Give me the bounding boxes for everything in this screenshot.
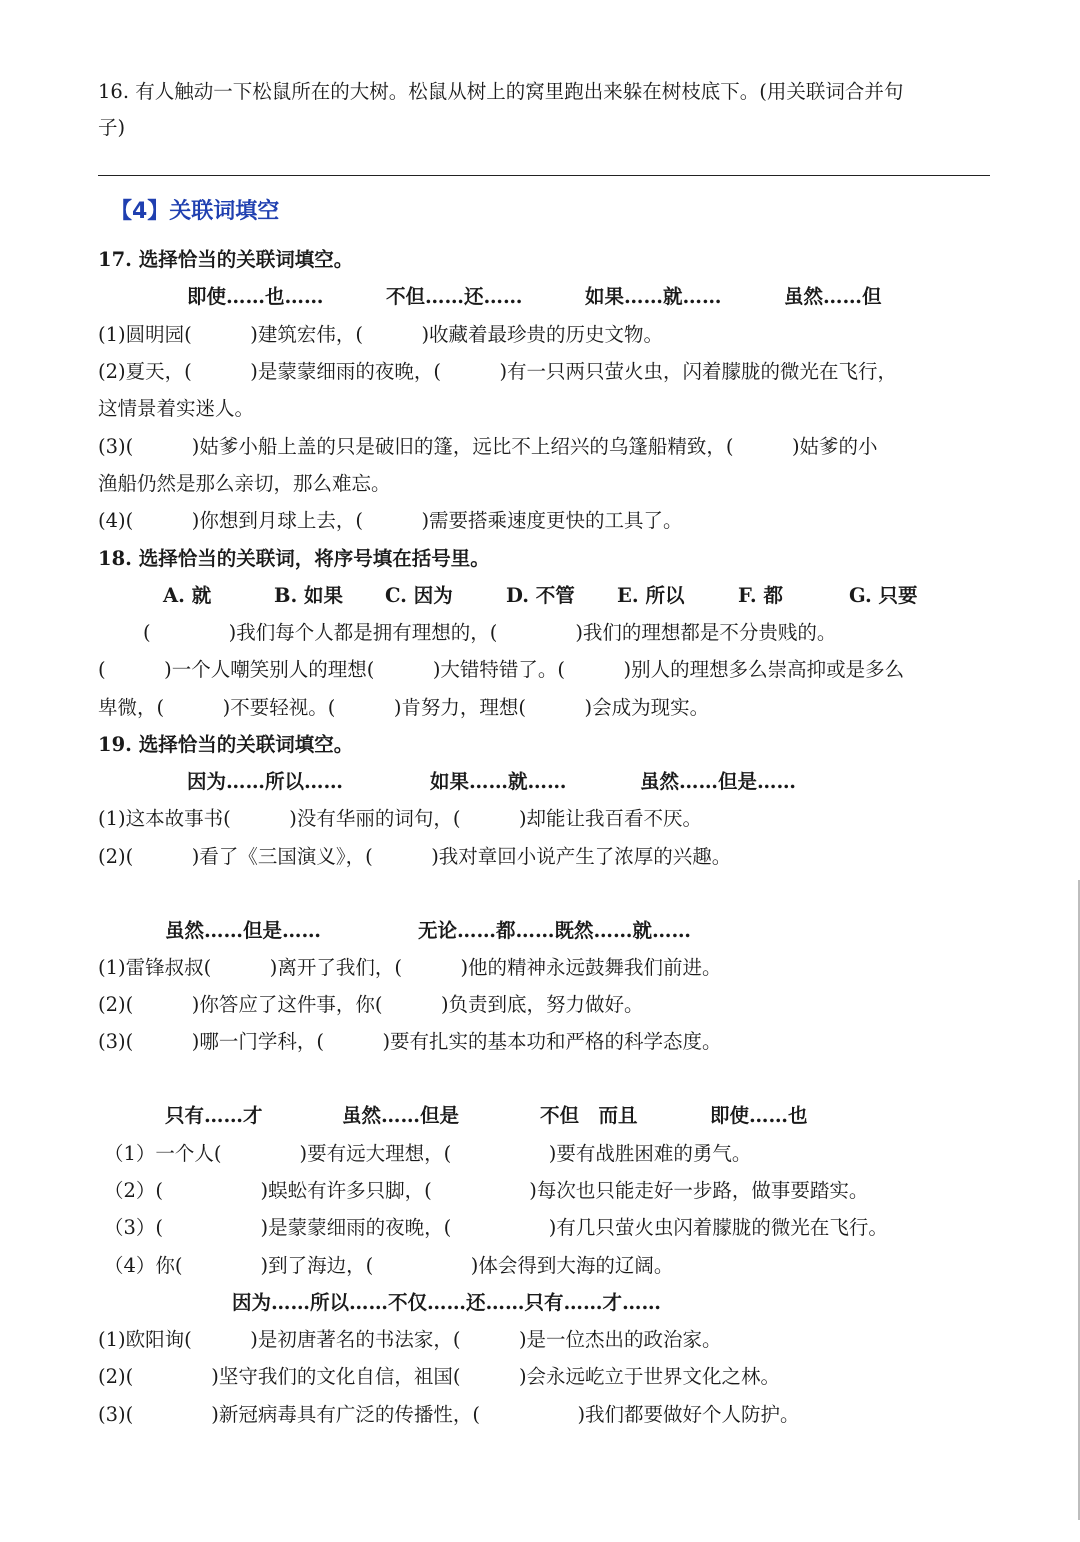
q18-option: A. 就 <box>163 584 212 607</box>
q19-item: (1)这本故事书( )没有华丽的词句，( )却能让我百看不厌。 <box>98 807 703 830</box>
q18-passage-line: ( )我们每个人都是拥有理想的，( )我们的理想都是不分贵贱的。 <box>143 621 837 644</box>
section-title: 【4】关联词填空 <box>110 199 280 224</box>
q17-option: 如果……就…… <box>585 285 722 308</box>
q18-option: D. 不管 <box>506 584 575 607</box>
q17-item: (3)( )姑爹小船上盖的只是破旧的篷，远比不上绍兴的乌篷船精致，( )姑爹的小 <box>98 435 878 458</box>
q19-item: (2)( )看了《三国演义》，( )我对章回小说产生了浓厚的兴趣。 <box>98 845 732 868</box>
q16-line-2: 子) <box>98 116 126 139</box>
q17-item: (1)圆明园( )建筑宏伟，( )收藏着最珍贵的历史文物。 <box>98 323 664 346</box>
q19-option: 虽然……但是 <box>342 1104 460 1127</box>
q17-item: (2)夏天，( )是蒙蒙细雨的夜晚，( )有一只两只萤火虫，闪着朦胧的微光在飞行， <box>98 360 898 383</box>
q19-item: （1）一个人( )要有远大理想，( )要有战胜困难的勇气。 <box>104 1142 752 1165</box>
q19-item: (2)( )你答应了这件事，你( )负责到底，努力做好。 <box>98 993 644 1016</box>
q19-item: (1)欧阳询( )是初唐著名的书法家，( )是一位杰出的政治家。 <box>98 1328 722 1351</box>
q19-option: 如果……就…… <box>430 770 567 793</box>
q18-option: E. 所以 <box>617 584 685 607</box>
q18-option: G. 只要 <box>849 584 918 607</box>
answer-line <box>98 175 990 176</box>
q18-passage-line: ( )一个人嘲笑别人的理想( )大错特错了。( )别人的理想多么崇高抑或是多么 <box>98 658 905 681</box>
q19-item: (1)雷锋叔叔( )离开了我们，( )他的精神永远鼓舞我们前进。 <box>98 956 722 979</box>
q19-option: 无论……都……既然……就…… <box>418 919 692 942</box>
q18-option: F. 都 <box>738 584 783 607</box>
q18-passage-line: 卑微，( )不要轻视。( )肯努力，理想( )会成为现实。 <box>98 696 710 719</box>
q19-item: （3）( )是蒙蒙细雨的夜晚，( )有几只萤火虫闪着朦胧的微光在飞行。 <box>104 1216 888 1239</box>
q19-option: 虽然……但是…… <box>165 919 322 942</box>
q17-item-continuation: 这情景着实迷人。 <box>98 397 255 420</box>
q19-title: 19. 选择恰当的关联词填空。 <box>98 733 354 756</box>
q17-item: (4)( )你想到月球上去，( )需要搭乘速度更快的工具了。 <box>98 509 683 532</box>
q19-item: (3)( )新冠病毒具有广泛的传播性，( )我们都要做好个人防护。 <box>98 1403 800 1426</box>
q19-item: （4）你( )到了海边，( )体会得到大海的辽阔。 <box>104 1254 674 1277</box>
q17-title: 17. 选择恰当的关联词填空。 <box>98 248 354 271</box>
q19-item: (2)( )坚守我们的文化自信，祖国( )会永远屹立于世界文化之林。 <box>98 1365 781 1388</box>
q19-item: （2）( )蜈蚣有许多只脚，( )每次也只能走好一步路，做事要踏实。 <box>104 1179 869 1202</box>
q17-option: 即使……也…… <box>187 285 324 308</box>
q19-item: (3)( )哪一门学科，( )要有扎实的基本功和严格的科学态度。 <box>98 1030 722 1053</box>
q19-option: 即使……也 <box>710 1104 808 1127</box>
q18-option: C. 因为 <box>385 584 453 607</box>
q17-option: 虽然……但 <box>784 285 882 308</box>
q16-line-1: 16. 有人触动一下松鼠所在的大树。松鼠从树上的窝里跑出来躲在树枝底下。(用关联词合并句 <box>98 80 904 103</box>
q17-item-continuation: 渔船仍然是那么亲切，那么难忘。 <box>98 472 391 495</box>
q19-option: 不但 而且 <box>540 1104 638 1127</box>
q18-option: B. 如果 <box>274 584 344 607</box>
q19-option: 因为……所以…… <box>187 770 344 793</box>
q19-option: 因为……所以……不仅……还……只有……才…… <box>232 1291 662 1314</box>
q17-option: 不但……还…… <box>386 285 523 308</box>
q19-option: 只有……才 <box>165 1104 263 1127</box>
q18-title: 18. 选择恰当的关联词，将序号填在括号里。 <box>98 547 490 570</box>
q19-option: 虽然……但是…… <box>640 770 797 793</box>
